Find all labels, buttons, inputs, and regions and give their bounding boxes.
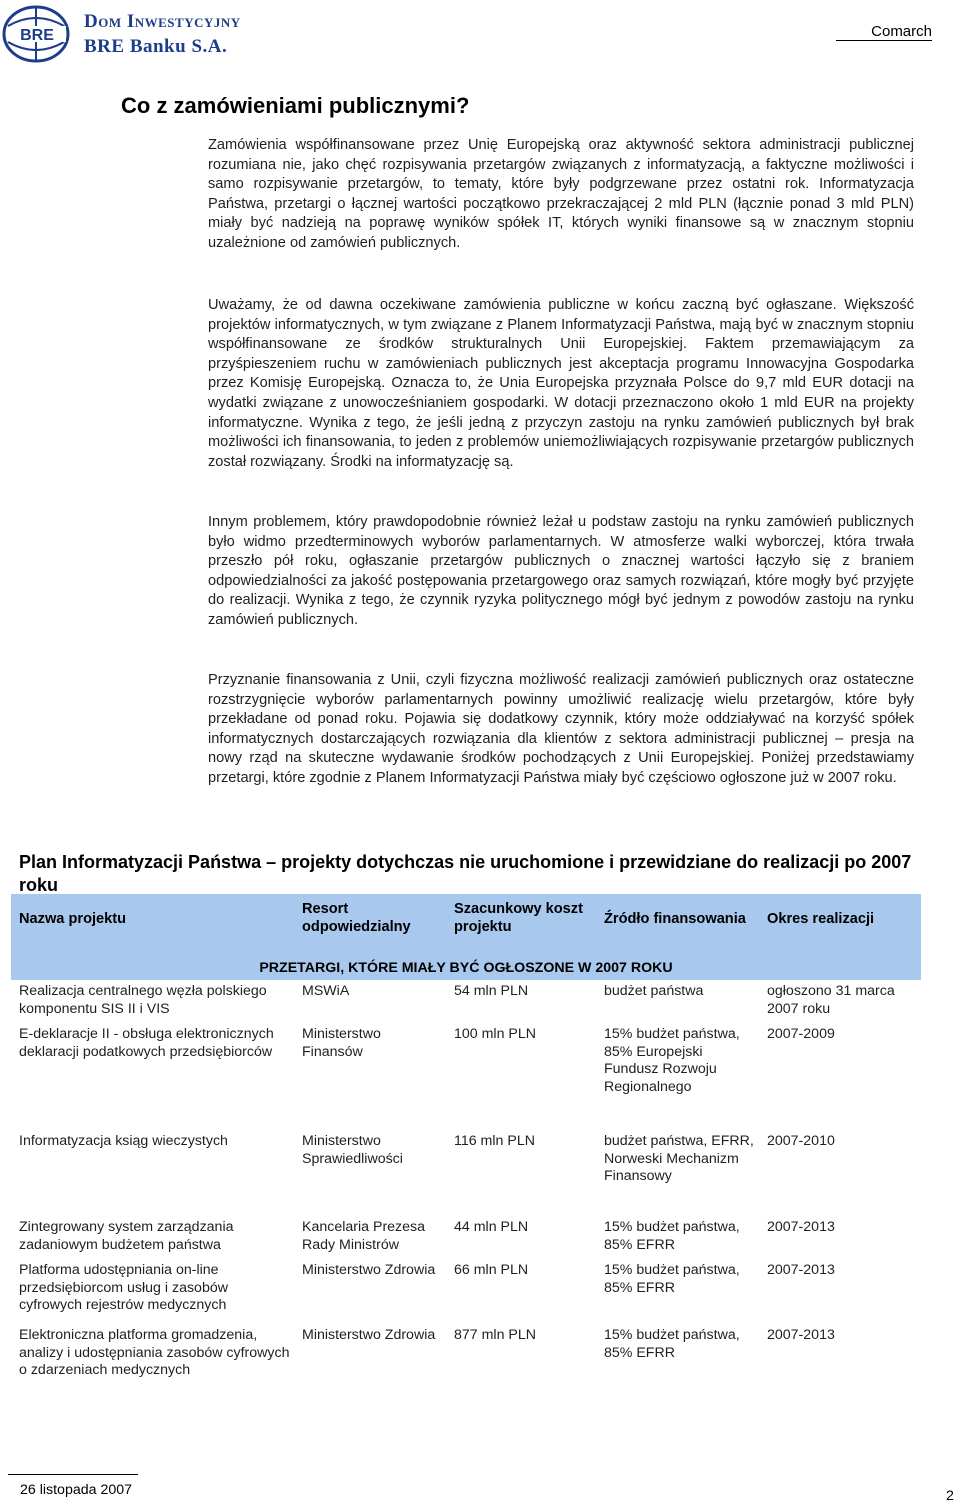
table-cell-funding: budżet państwa, EFRR, Norweski Mechanizm Finansowy xyxy=(604,1133,754,1185)
table-cell-project: Platforma udostępniania on-line przedsiębiorcom usług i zasobów cyfrowych rejestrów medycznych xyxy=(19,1262,228,1314)
table-cell-funding: 15% budżet państwa, 85% EFRR xyxy=(604,1219,740,1253)
column-header-period: Okres realizacji xyxy=(767,911,875,927)
table-cell-ministry: Kancelaria Prezesa Rady Ministrów xyxy=(302,1219,426,1253)
table-cell-project: Informatyzacja ksiąg wieczystych xyxy=(19,1133,228,1149)
header-divider xyxy=(836,40,932,41)
page-title: Co z zamówieniami publicznymi? xyxy=(121,93,470,118)
table-cell-funding: budżet państwa xyxy=(604,983,704,999)
table-cell-ministry: MSWiA xyxy=(302,983,350,999)
table-cell-funding: 15% budżet państwa, 85% EFRR xyxy=(604,1262,740,1296)
table-cell-ministry: Ministerstwo Finansów xyxy=(302,1026,381,1060)
table-cell-period: 2007-2009 xyxy=(767,1026,835,1042)
table-cell-period: ogłoszono 31 marca 2007 roku xyxy=(767,983,895,1017)
table-title: Plan Informatyzacji Państwa – projekty dotychczas nie uruchomione i przewidziane do realizacji po 2007 roku xyxy=(19,852,912,895)
bre-logo-icon xyxy=(2,4,74,64)
table-cell-funding: 15% budżet państwa, 85% EFRR xyxy=(604,1327,740,1361)
table-cell-cost: 116 mln PLN xyxy=(454,1133,535,1149)
svg-text:BRE: BRE xyxy=(20,27,54,44)
logo-text-line2: BRE Banku S.A. xyxy=(84,36,228,57)
column-header-estimated-cost: Szacunkowy koszt projektu xyxy=(454,901,583,935)
table-section-label: PRZETARGI, KTÓRE MIAŁY BYĆ OGŁOSZONE W 2007 ROKU xyxy=(259,960,673,976)
table-cell-cost: 877 mln PLN xyxy=(454,1327,537,1343)
table-cell-funding: 15% budżet państwa, 85% Europejski Fundusz Rozwoju Regionalnego xyxy=(604,1026,740,1095)
body-paragraph-4: Przyznanie finansowania z Unii, czyli fizyczna możliwość realizacji zamówień publicznych oraz ostateczne rozstrzygnięcie wyborów parlamentarnych powinny umożliwić realizację wielu przetargów, które były przekładane od ponad roku. Pojawia się dodatkowy czynnik, który może oddziaływać na korzyść spółek informatycznych dostarczających rozwiązania dla klientów z sektora administracji publicznej – presja na nowy rząd na skuteczne wydawanie środków pochodzących z Unii Europejskiej. Poniżej przedstawiamy przetargi, które zgodnie z Planem Informatyzacji Państwa miały być częściowo ogłoszone już w 2007 roku. xyxy=(208,672,914,786)
table-cell-cost: 66 mln PLN xyxy=(454,1262,529,1278)
table-cell-ministry: Ministerstwo Zdrowia xyxy=(302,1262,436,1278)
table-cell-period: 2007-2010 xyxy=(767,1133,835,1149)
table-cell-project: Zintegrowany system zarządzania zadaniowym budżetem państwa xyxy=(19,1219,234,1253)
header-company-name: Comarch xyxy=(871,23,932,40)
footer-divider xyxy=(8,1474,138,1475)
body-paragraph-1: Zamówienia współfinansowane przez Unię Europejską oraz aktywność sektora administracji publicznej rozumiana nie, jako chęć rozpisywania przetargów związanych z informatyzacją, a faktyczne możliwości i samo rozpisywanie przetargów, to tematy, które były podgrzewane przez ostatni rok. Informatyzacja Państwa, przetargi o łącznej wartości początkowo przekraczającej 2 mld PLN (łącznie ponad 3 mld PLN) miały być nadzieją na poprawę wyników spółek IT, których wyniki finansowe są w znacznym stopniu uzależnione od zamówień publicznych. xyxy=(208,137,914,251)
table-cell-ministry: Ministerstwo Zdrowia xyxy=(302,1327,436,1343)
table-cell-project: Elektroniczna platforma gromadzenia, analizy i udostępniania zasobów cyfrowych o zdarzeniach medycznych xyxy=(19,1327,290,1379)
table-cell-period: 2007-2013 xyxy=(767,1327,835,1343)
column-header-funding-source: Źródło finansowania xyxy=(604,911,746,927)
table-cell-project: Realizacja centralnego węzła polskiego komponentu SIS II i VIS xyxy=(19,983,267,1017)
table-cell-cost: 44 mln PLN xyxy=(454,1219,529,1235)
body-paragraph-3: Innym problemem, który prawdopodobnie również leżał u podstaw zastoju na rynku zamówień publicznych było widmo przedterminowych wyborów parlamentarnych. W atmosferze walki wyborczej, która trwała przeszło pół roku, ogłaszanie przetargów publicznych o znacznej wartości łączyło się z braniem odpowiedzialności za jakość postępowania przetargowego oraz samych rozwiązań, które mogły być przyjęte do realizacji. Wynika z tego, że czynnik ryzyka politycznego mógł być jednym z powodów zastoju na rynku zamówień publicznych. xyxy=(208,514,914,628)
table-cell-ministry: Ministerstwo Sprawiedliwości xyxy=(302,1133,403,1167)
table-cell-cost: 100 mln PLN xyxy=(454,1026,537,1042)
table-cell-period: 2007-2013 xyxy=(767,1262,835,1278)
column-header-project-name: Nazwa projektu xyxy=(19,911,127,927)
body-paragraph-2: Uważamy, że od dawna oczekiwane zamówienia publiczne w końcu zaczną być ogłaszane. Większość projektów informatycznych, w tym związane z Planem Informatyzacji Państwa, mają być w znacznym stopniu współfinansowane ze środków strukturalnych Unii Europejskiej. Faktem przemawiającym za przyśpieszeniem ruchu w zamówieniach publicznych jest akceptacja programu Innowacyjna Gospodarka przez Komisję Europejską. Oznacza to, że Unia Europejska przyznała Polsce do 9,7 mld EUR dotacji na wydatki związane z unowocześnianiem gospodarki. W dotacji przeznaczono około 1 mld EUR na projekty informatyczne. Wynika z tego, że jeśli jedną z przyczyn zastoju na rynku zamówień publicznych był brak możliwości ich finansowania, to jeden z problemów uniemożliwiających rozpisywanie przetargów publicznych został rozwiązany. Środki na informatyzację są. xyxy=(208,297,914,470)
column-header-ministry: Resort odpowiedzialny xyxy=(302,901,411,935)
table-cell-cost: 54 mln PLN xyxy=(454,983,529,999)
table-cell-project: E-deklaracje II - obsługa elektronicznych deklaracji podatkowych przedsiębiorców xyxy=(19,1026,274,1060)
logo-text-line1: Dom Inwestycyjny xyxy=(84,11,241,32)
table-cell-period: 2007-2013 xyxy=(767,1219,835,1235)
footer-date: 26 listopada 2007 xyxy=(20,1482,133,1498)
page-number: 2 xyxy=(946,1488,954,1504)
